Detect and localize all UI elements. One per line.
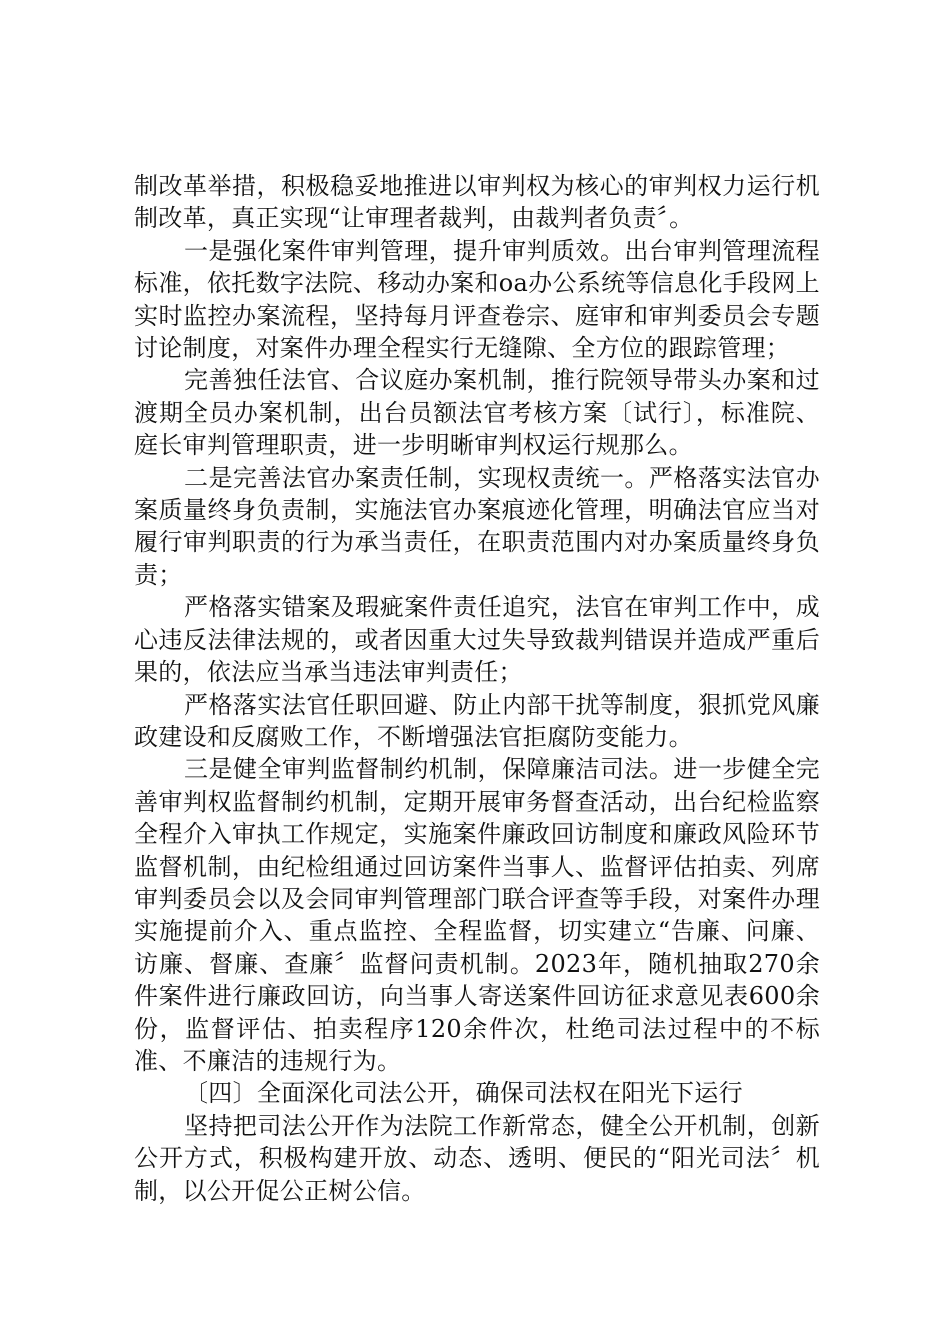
paragraph-4: 二是完善法官办案责任制，实现权责统一。严格落实法官办案质量终身负责制，实施法官办案痕迹化管理，明确法官应当对履行审判职责的行为承当责任，在职责范围内对办案质量终身负责； — [134, 463, 820, 589]
document-body — [134, 170, 820, 1207]
paragraph-2: 一是强化案件审判管理，提升审判质效。出台审判管理流程标准，依托数字法院、移动办案和oa办公系统等信息化手段网上实时监控办案流程，坚持每月评查卷宗、庭审和审判委员会专题讨论制度，对案件办理全程实行无缝隙、全方位的跟踪管理； — [134, 236, 820, 363]
paragraph-3: 完善独任法官、合议庭办案机制，推行院领导带头办案和过渡期全员办案机制，出台员额法官考核方案〔试行〕，标准院、庭长审判管理职责，进一步明晰审判权运行规那么。 — [134, 366, 820, 460]
paragraph-5: 严格落实错案及瑕疵案件责任追究，法官在审判工作中，成心违反法律法规的，或者因重大过失导致裁判错误并造成严重后果的，依法应当承当违法审判责任； — [134, 593, 820, 687]
paragraph-7: 三是健全审判监督制约机制，保障廉洁司法。进一步健全完善审判权监督制约机制，定期开展审务督查活动，出台纪检监察全程介入审执工作规定，实施案件廉政回访制度和廉政风险环节监督机制，由纪检组通过回访案件当事人、监督评估拍卖、列席审判委员会以及会同审判管理部门联合评查等手段，对案件办理实施提前介入、重点监控、全程监督，切实建立“告廉、问廉、访廉、督廉、查廉〞监督问责机制。2023年，随机抽取270余件案件进行廉政回访，向当事人寄送案件回访征求意见表600余份，监督评估、拍卖程序120余件次，杜绝司法过程中的不标准、不廉洁的违规行为。 — [134, 755, 820, 1075]
paragraph-6: 严格落实法官任职回避、防止内部干扰等制度，狠抓党风廉政建设和反腐败工作，不断增强法官拒腐防变能力。 — [134, 690, 820, 751]
paragraph-1: 制改革举措，积极稳妥地推进以审判权为核心的审判权力运行机制改革，真正实现“让审理者裁判，由裁判者负责〞。 — [134, 172, 820, 233]
paragraph-8: 坚持把司法公开作为法院工作新常态，健全公开机制，创新公开方式，积极构建开放、动态、透明、便民的“阳光司法〞机制，以公开促公正树公信。 — [134, 1111, 820, 1205]
section-heading-4: 〔四〕全面深化司法公开，确保司法权在阳光下运行 — [184, 1079, 743, 1108]
